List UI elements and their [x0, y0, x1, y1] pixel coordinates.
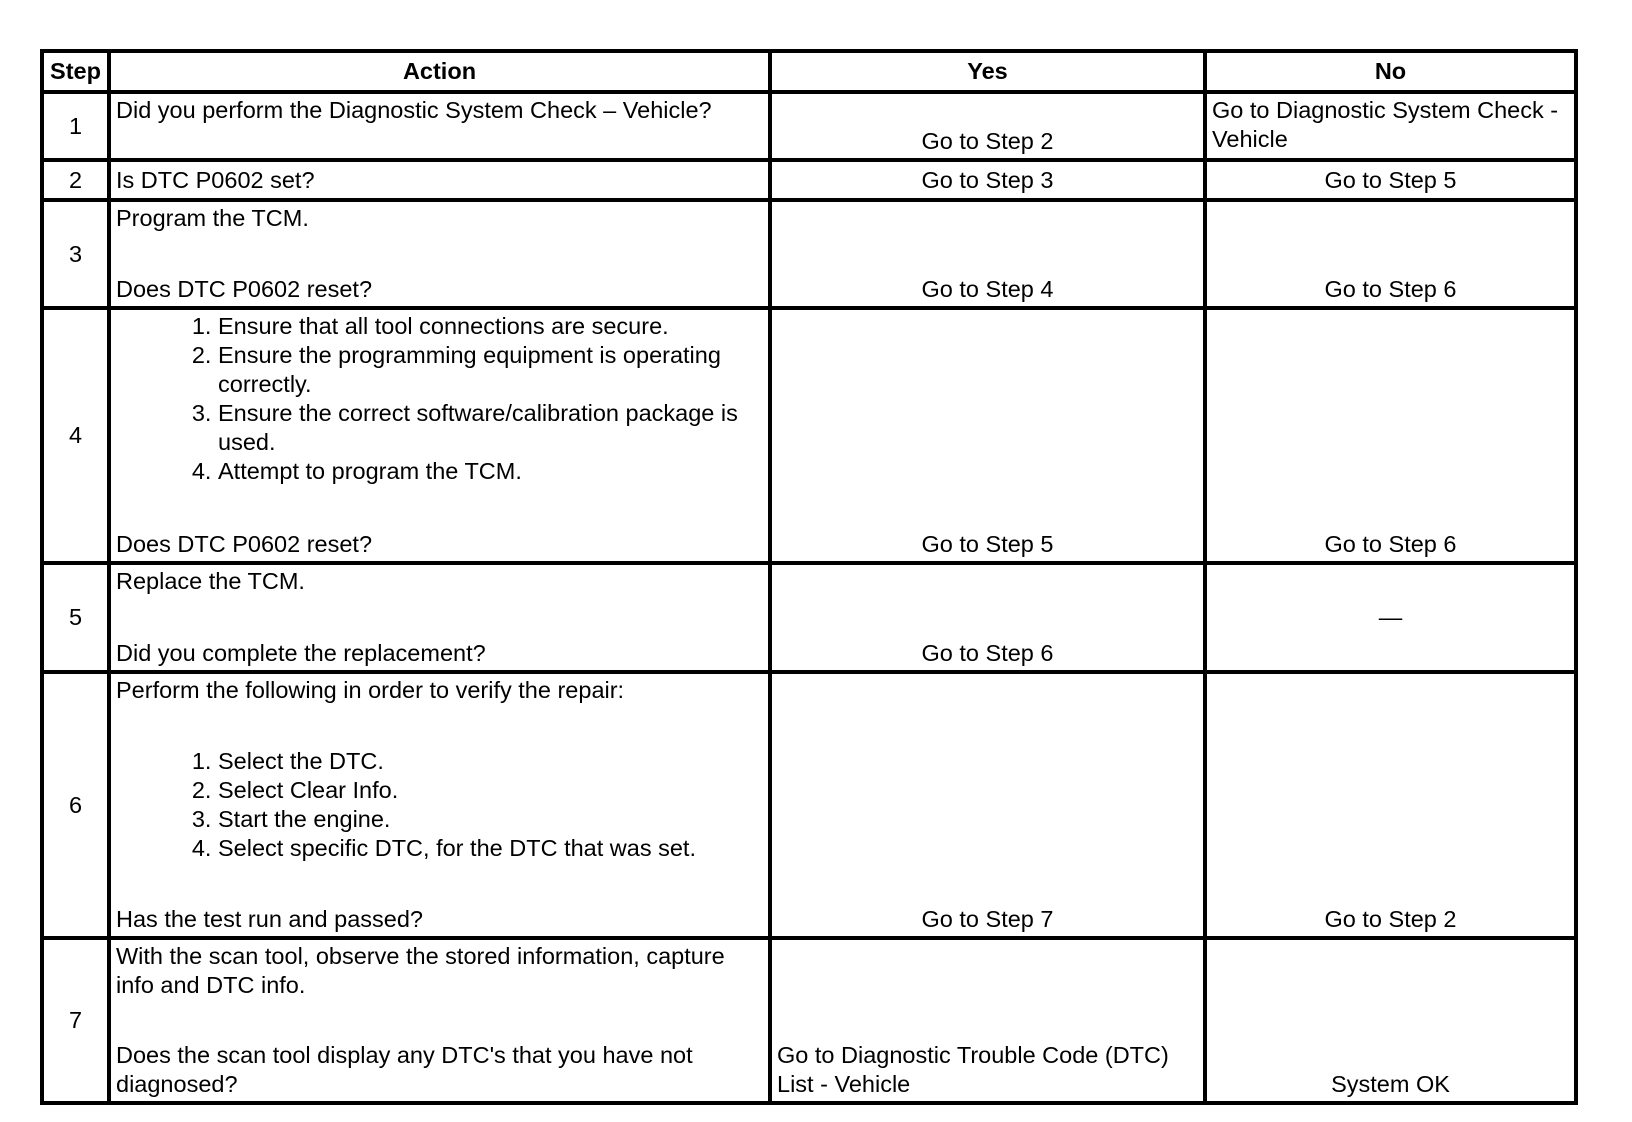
yes-result: [770, 308, 1205, 563]
no-result: [1205, 160, 1576, 200]
table-row: [42, 563, 1576, 672]
yes-result: [770, 938, 1205, 1103]
step-number: 1: [42, 92, 109, 160]
action-cell: [109, 672, 770, 938]
action-text: Did you perform the Diagnostic System Check – Vehicle?: [109, 92, 770, 160]
header-row: [42, 51, 1576, 92]
action-steps-list: [116, 747, 763, 863]
table-row: [42, 672, 1576, 938]
step-number: 3: [42, 200, 109, 308]
list-item: 3. Ensure the correct software/calibration package is used.: [218, 399, 763, 457]
list-item: 3. Start the engine.: [218, 805, 763, 834]
table-row: [42, 160, 1576, 200]
header-step: Step: [42, 51, 109, 92]
action-instruction: Perform the following in order to verify the repair:: [116, 677, 625, 703]
list-item: 1. Select the DTC.: [218, 747, 763, 776]
yes-text: Go to Diagnostic Trouble Code (DTC) List - Vehicle: [777, 1042, 1169, 1097]
no-text: Go to Step 6: [1324, 276, 1457, 302]
action-cell: [109, 563, 770, 672]
table-row: [42, 92, 1576, 160]
yes-result: [770, 672, 1205, 938]
action-text: Is DTC P0602 set?: [109, 160, 770, 200]
list-item: 4. Select specific DTC, for the DTC that was set.: [218, 834, 763, 863]
no-result: [1205, 672, 1576, 938]
action-cell: [109, 938, 770, 1103]
no-result: [1205, 92, 1576, 160]
yes-text: Go to Step 2: [921, 128, 1054, 154]
yes-result: [770, 160, 1205, 200]
action-steps-list: [116, 310, 763, 486]
yes-text: Go to Step 4: [921, 276, 1054, 302]
no-result: [1205, 200, 1576, 308]
table-row: [42, 200, 1576, 308]
no-text: System OK: [1331, 1071, 1450, 1097]
header-yes: Yes: [770, 51, 1205, 92]
no-text: Go to Step 5: [1324, 166, 1457, 193]
action-question: Does the scan tool display any DTC's that you have not diagnosed?: [116, 1042, 693, 1097]
action-question: Does DTC P0602 reset?: [116, 531, 373, 557]
step-number: 4: [42, 308, 109, 563]
action-cell: [109, 308, 770, 563]
table-row: [42, 308, 1576, 563]
diagnostic-table: [40, 49, 1578, 1105]
action-instruction: Replace the TCM.: [116, 568, 305, 594]
yes-text: Go to Step 6: [921, 640, 1054, 666]
list-item: 1. Ensure that all tool connections are secure.: [218, 312, 763, 341]
no-text: Go to Step 6: [1324, 531, 1457, 557]
header-action: Action: [109, 51, 770, 92]
yes-text: Go to Step 7: [921, 906, 1054, 932]
header-no: No: [1205, 51, 1576, 92]
yes-result: [770, 92, 1205, 160]
list-item: 4. Attempt to program the TCM.: [218, 457, 763, 486]
step-number: 5: [42, 563, 109, 672]
no-result: [1205, 308, 1576, 563]
no-result: [1205, 938, 1576, 1103]
no-result: [1205, 563, 1576, 672]
yes-result: [770, 200, 1205, 308]
list-item: 2. Ensure the programming equipment is operating correctly.: [218, 341, 763, 399]
action-instruction: Program the TCM.: [116, 205, 309, 231]
yes-text: Go to Step 3: [921, 166, 1054, 193]
yes-text: Go to Step 5: [921, 531, 1054, 557]
action-question: Did you complete the replacement?: [116, 640, 486, 666]
no-text: Go to Diagnostic System Check - Vehicle: [1212, 97, 1559, 152]
action-question: Has the test run and passed?: [116, 906, 424, 932]
step-number: 2: [42, 160, 109, 200]
action-cell: [109, 200, 770, 308]
yes-result: [770, 563, 1205, 672]
step-number: 6: [42, 672, 109, 938]
action-question: Does DTC P0602 reset?: [116, 276, 373, 302]
table-row: [42, 938, 1576, 1103]
no-text: —: [1378, 604, 1403, 630]
action-instruction: With the scan tool, observe the stored information, capture info and DTC info.: [116, 943, 725, 998]
step-number: 7: [42, 938, 109, 1103]
list-item: 2. Select Clear Info.: [218, 776, 763, 805]
no-text: Go to Step 2: [1324, 906, 1457, 932]
